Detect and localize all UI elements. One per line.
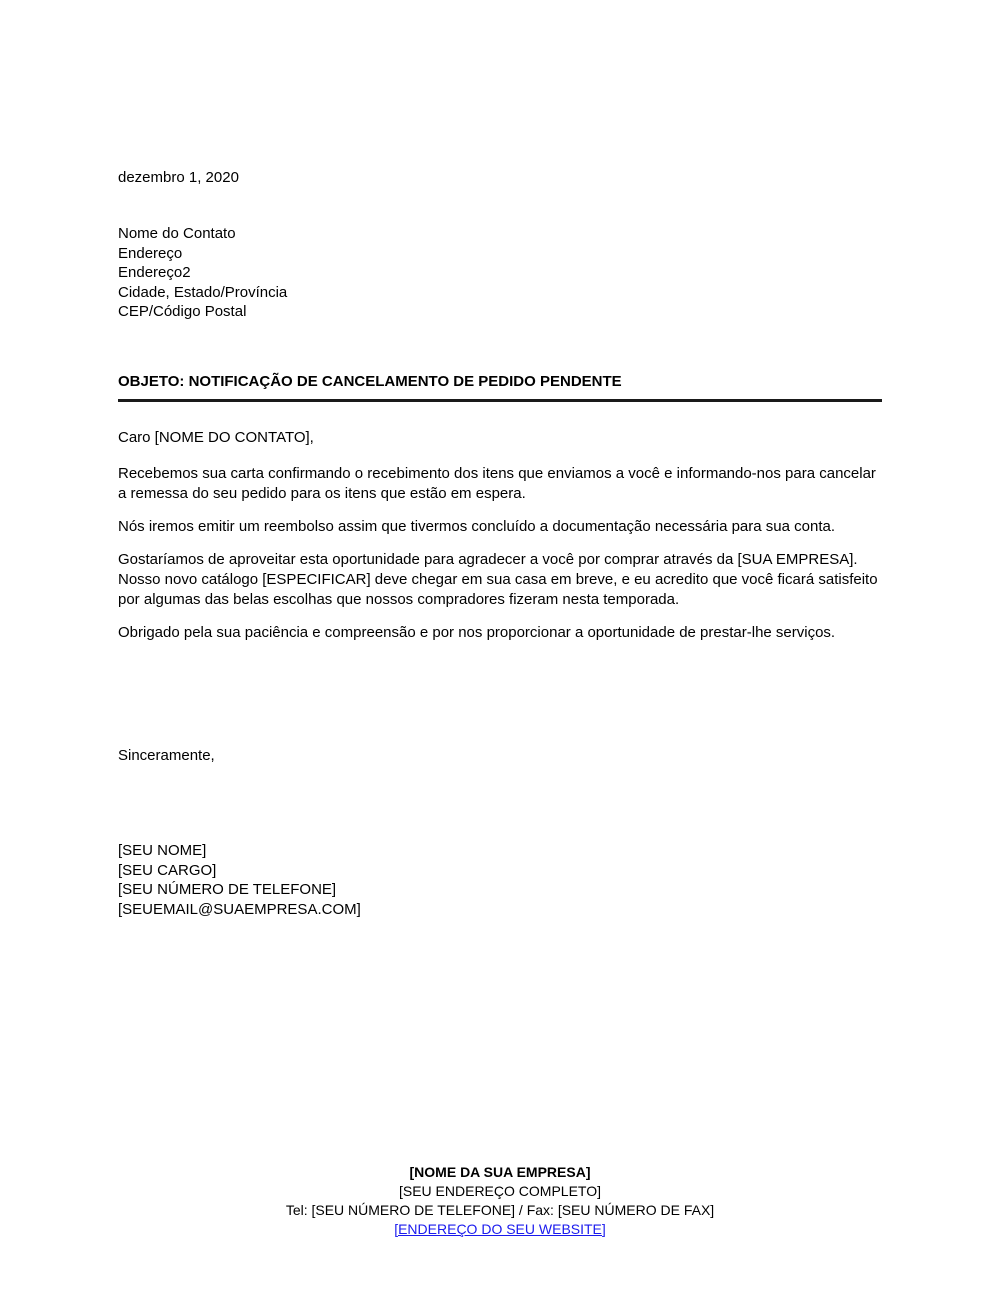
signature-phone: [SEU NÚMERO DE TELEFONE]	[118, 881, 337, 898]
signature-block	[118, 841, 361, 919]
recipient-line-city-state: Cidade, Estado/Província	[118, 283, 288, 301]
body-paragraph-4: Obrigado pela sua paciência e compreensão e por nos proporcionar a oportunidade de prestar-lhe serviços.	[118, 624, 836, 641]
recipient-line-address2: Endereço2	[118, 264, 191, 281]
signature-title: [SEU CARGO]	[118, 861, 217, 879]
page-footer	[0, 1163, 1000, 1239]
body-paragraph-2: Nós iremos emitir um reembolso assim que tivermos concluído a documentação necessária para sua conta.	[118, 518, 835, 535]
footer-contact: Tel: [SEU NÚMERO DE TELEFONE] / Fax: [SEU NÚMERO DE FAX]	[285, 1202, 715, 1218]
footer-company-name: [NOME DA SUA EMPRESA]	[409, 1164, 591, 1180]
subject-heading: OBJETO: NOTIFICAÇÃO DE CANCELAMENTO DE PEDIDO PENDENTE	[118, 373, 622, 390]
letter-date: dezembro 1, 2020	[118, 169, 239, 186]
salutation-line: Caro [NOME DO CONTATO],	[118, 429, 314, 446]
signature-email: [SEUEMAIL@SUAEMPRESA.COM]	[118, 900, 361, 918]
signature-name: [SEU NOME]	[118, 842, 207, 859]
closing-line: Sinceramente,	[118, 747, 215, 764]
recipient-line-name: Nome do Contato	[118, 225, 236, 242]
recipient-line-address1: Endereço	[118, 244, 183, 262]
body-paragraph-3: Gostaríamos de aproveitar esta oportunidade para agradecer a você por comprar através da [SUA EMPRESA]. Nosso novo catálogo [ESPECIFICAR] deve chegar em sua casa em breve, e eu acredito que você ficará satisfeito por algumas das belas escolhas que nossos compradores fizeram nesta temporada.	[118, 551, 878, 608]
recipient-line-postal-code: CEP/Código Postal	[118, 303, 247, 320]
letter-body	[118, 428, 882, 656]
footer-address: [SEU ENDEREÇO COMPLETO]	[398, 1183, 601, 1199]
body-paragraph-1: Recebemos sua carta confirmando o recebimento dos itens que enviamos a você e informando-nos para cancelar a remessa do seu pedido para os itens que estão em espera.	[118, 465, 876, 502]
subject-divider-rule	[118, 399, 882, 402]
recipient-address-block	[118, 224, 287, 322]
footer-website-link[interactable]: [ENDEREÇO DO SEU WEBSITE]	[394, 1221, 606, 1237]
